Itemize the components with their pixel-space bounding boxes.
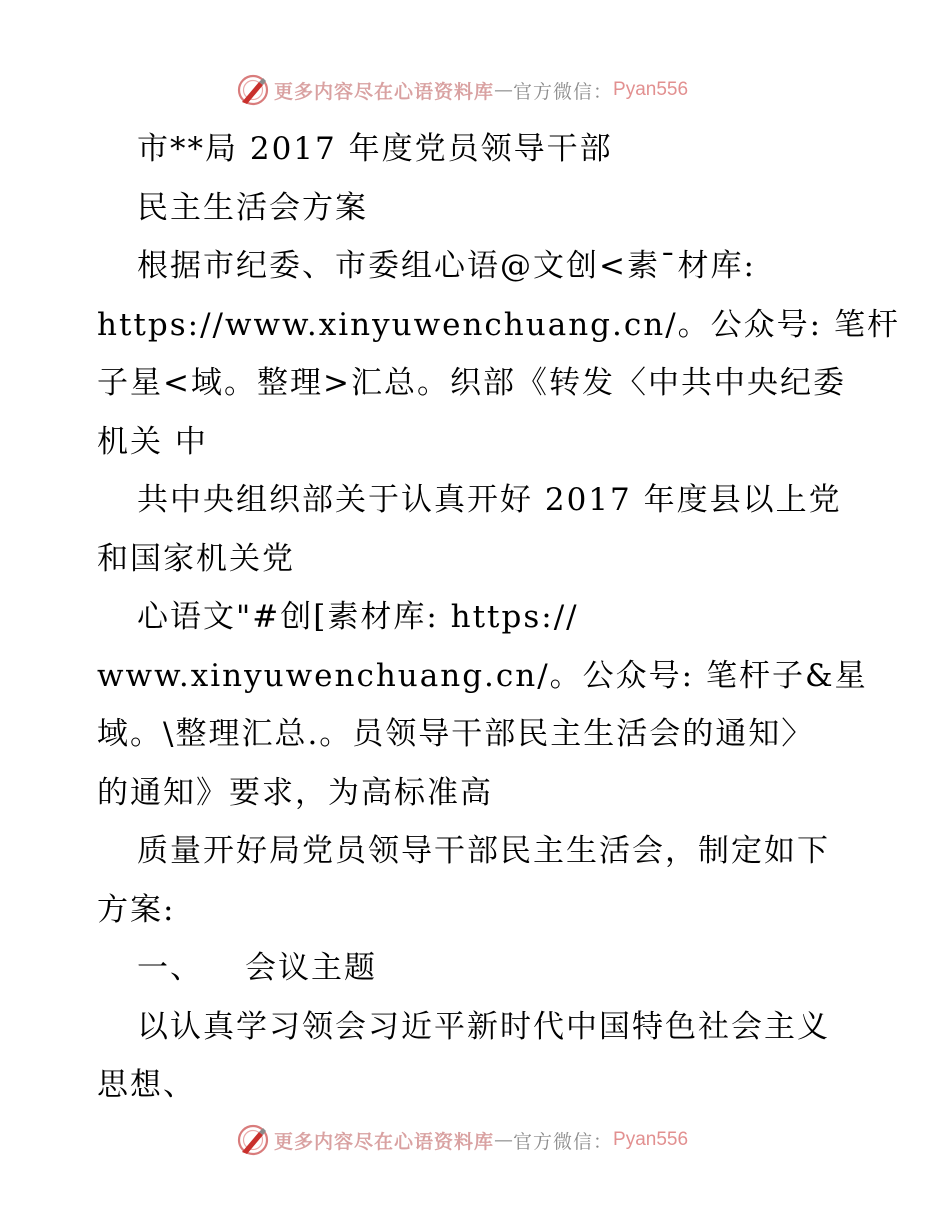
- paragraph-line: 思想、: [97, 1067, 196, 1103]
- watermark-official-text: 官方微信：: [513, 1130, 614, 1153]
- paragraph-line: www.xinyuwenchuang.cn/。公众号: 笔杆子&星: [97, 657, 868, 694]
- doc-title-line-2: 民主生活会方案: [137, 189, 368, 226]
- paragraph-line: 域。\整理汇总.。员领导干部民主生活会的通知〉: [97, 716, 815, 752]
- header-watermark: [236, 72, 688, 108]
- watermark-brand-text: 更多内容尽在心语资料库: [274, 1130, 495, 1153]
- watermark-wechat-id: Pyan556: [613, 79, 689, 100]
- paragraph-line: 方案:: [97, 891, 176, 928]
- paragraph-line: https://www.xinyuwenchuang.cn/。公众号: 笔杆: [97, 306, 900, 343]
- paragraph-line: 根据市纪委、市委组心语@文创<素¯材库:: [137, 248, 756, 284]
- footer-watermark: [236, 1122, 688, 1158]
- watermark-brand-text: 更多内容尽在心语资料库: [274, 80, 495, 103]
- pen-logo-icon: [236, 1123, 270, 1157]
- watermark-dash: —: [494, 1129, 514, 1151]
- document-body: [97, 120, 900, 1115]
- section-number: 一、: [137, 950, 203, 986]
- watermark-wechat-id: Pyan556: [613, 1129, 689, 1150]
- section-heading: [97, 939, 857, 998]
- paragraph-line: 以认真学习领会习近平新时代中国特色社会主义: [137, 1008, 830, 1045]
- paragraph-line: 共中央组织部关于认真开好 2017 年度县以上党: [137, 482, 842, 518]
- paragraph-line: 子星<域。整理>汇总。织部《转发〈中共中央纪委: [97, 365, 846, 401]
- paragraph-line: 和国家机关党: [97, 540, 295, 577]
- paragraph-line: 心语文"#创[素材库: https://: [137, 599, 579, 635]
- doc-title-line-1: 市**局 2017 年度党员领导干部: [137, 131, 613, 167]
- paragraph-line: 的通知》要求，为高标准高: [97, 774, 493, 811]
- section-title: 会议主题: [245, 950, 377, 986]
- paragraph-line: 机关 中: [97, 423, 208, 460]
- paragraph-line: 质量开好局党员领导干部民主生活会，制定如下: [137, 833, 830, 869]
- watermark-dash: —: [494, 79, 514, 101]
- watermark-official-text: 官方微信：: [513, 80, 614, 103]
- pen-logo-icon: [236, 73, 270, 107]
